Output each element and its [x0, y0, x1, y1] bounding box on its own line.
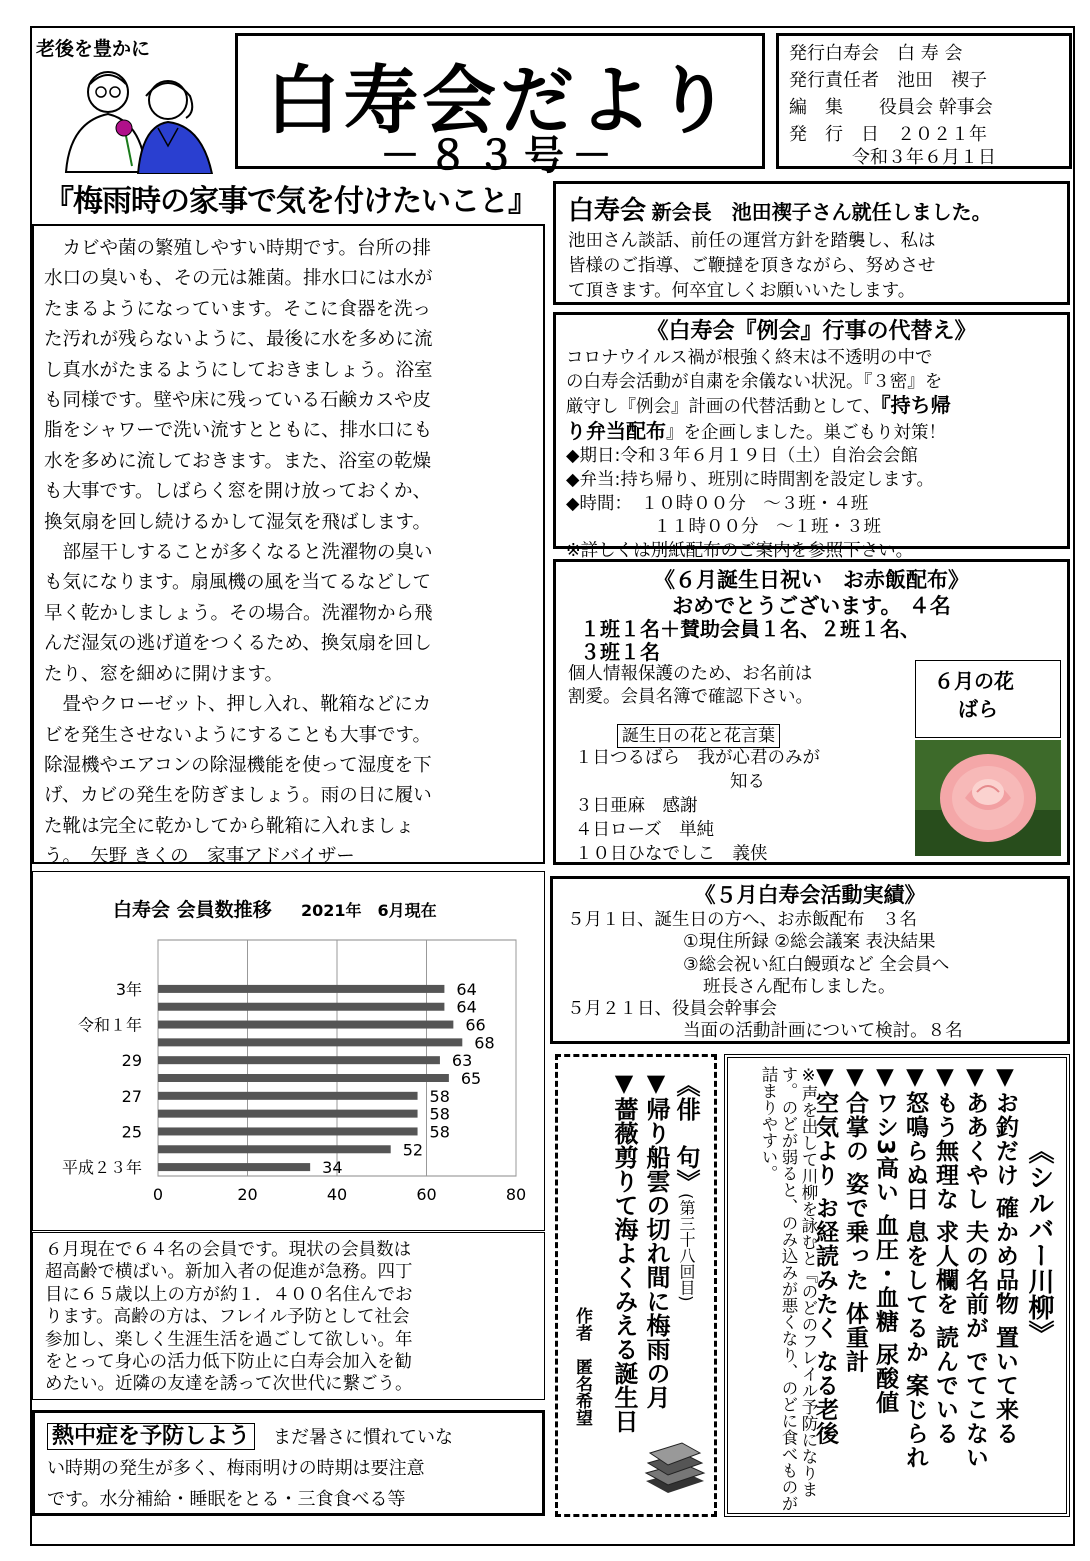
housework-line: も気になります。扇風機の風を当てるなどして: [44, 572, 432, 594]
flower-words: [575, 746, 820, 866]
bar-value-label: 58: [429, 1086, 450, 1106]
president-line: て頂きます。何卒宜しくお願いいたします。: [568, 281, 916, 301]
senryu-verse: ▼ああくやし 夫の名前が でてこない: [962, 1064, 988, 1470]
bar-value-label: 34: [322, 1158, 343, 1178]
x-tick-label: 40: [326, 1185, 348, 1204]
date-label: 発 行 日 ２０２１年: [789, 124, 987, 145]
haiku-author: 作者 匿名希望: [572, 1307, 592, 1426]
senryu-verse: ▼もう無理な 求人欄を 読んでいる: [932, 1064, 958, 1446]
housework-line: たり、窓を細めに開けます。: [44, 663, 284, 685]
reikai-line: 厳守し『例会』計画の代替活動として、: [566, 397, 881, 418]
birthday-privacy: 割愛。会員名簿で確認下さい。: [568, 687, 813, 707]
housework-line: 部屋干しすることが多くなると洗濯物の臭い: [44, 542, 433, 564]
activity-line: ５月２１日、役員会幹事会: [567, 999, 777, 1020]
housework-line: 換気扇を回し続けるかして湿気を飛ばします。: [44, 511, 432, 533]
masthead-title-box: [235, 33, 765, 179]
bar-value-label: 63: [451, 1051, 473, 1071]
reikai-bento: ◆弁当:持ち帰り、班別に時間割を設定します。: [566, 469, 934, 490]
haiku-title-col: [669, 1073, 704, 1493]
category-label: 平成２３年: [61, 1158, 142, 1178]
housework-line: 脂をシャワーで洗い流すとともに、排水口にも: [44, 420, 433, 442]
members-text-box: [32, 1232, 545, 1400]
president-line: 皆様のご指導、ご鞭撻を頂きながら、努めさせ: [568, 256, 936, 276]
bar: [158, 1003, 444, 1011]
bar: [158, 1021, 453, 1029]
books-icon: [642, 1437, 708, 1497]
members-line: 超高齢で横ばい。新加入者の促進が急務。四丁: [45, 1262, 413, 1283]
chart-title: 白寿会 会員数推移: [113, 899, 272, 921]
bar: [158, 1092, 418, 1100]
members-chart: [33, 872, 543, 1228]
x-tick-label: 60: [416, 1185, 437, 1204]
senryu-verses: [810, 1064, 1020, 1512]
slogan: 老後を豊かに: [36, 38, 151, 60]
senryu-verse: ▼空気より お経読みたく なる老後: [812, 1064, 838, 1446]
publisher: 発行白寿会 白 寿 会: [789, 43, 963, 64]
may-activity-title: 《５月白寿会活動実績》: [694, 883, 926, 907]
date-value: 令和３年６月１日: [852, 147, 996, 168]
senryu-note: ※声を出して川柳を詠むと『のどのフレイル予防になります。のどが弱ると、のみ込みが悪くなり、のどに食べものが詰まりやすい。: [759, 1066, 818, 1512]
reikai-title: 《白寿会『例会』行事の代替え》: [646, 319, 977, 344]
heatstroke-title: 熱中症を予防しよう: [47, 1423, 255, 1450]
housework-line: た靴は完全に乾かしてから靴箱に入れましょ: [44, 815, 415, 837]
haiku-subtitle: (第三十八回目): [677, 1193, 696, 1302]
members-line: ります。高齢の方は、フレイル予防として社会: [45, 1307, 410, 1328]
activity-line: 班長さん配布しました。: [703, 976, 896, 997]
birthday-groups: １班１名＋賛助会員１名、２班１名、: [580, 617, 920, 641]
housework-article: [32, 224, 545, 868]
members-line: 参加し、楽しく生涯生活を過ごして欲しい。年: [45, 1329, 413, 1350]
housework-line: カビや菌の繁殖しやすい時期です。台所の排: [44, 238, 432, 259]
bar: [158, 1163, 310, 1171]
reikai-line: の白寿会活動が自粛を余儀ない状況。『３密』を: [566, 371, 943, 392]
members-line: 目に６５歳以上の方が約１．４００名住んでお: [45, 1284, 413, 1305]
reikai-time: １１時００分 ～１班・３班: [566, 517, 881, 538]
president-title-small: 新会長 池田禊子さん就任しました。: [651, 200, 992, 224]
activity-line: ①現住所録 ②総会議案 表決結果: [683, 932, 936, 953]
bento-highlight: り弁当配布: [566, 418, 666, 443]
housework-line: 除湿機やエアコンの除湿機能を使って湿度を下: [44, 754, 432, 776]
bar-value-label: 65: [460, 1069, 482, 1088]
heatstroke-box: [32, 1410, 545, 1516]
bar-value-label: 68: [474, 1033, 495, 1053]
senryu-verse: ▼怒鳴らぬ日 息をしてるか 案じられ: [902, 1064, 928, 1470]
bar: [158, 1056, 440, 1064]
birthday-title: 《６月誕生日祝い お赤飯配布》: [654, 568, 969, 592]
may-activity-box: [550, 876, 1070, 1044]
bar-value-label: 64: [456, 997, 477, 1017]
reikai-note: ※詳しくは別紙配布のご案内を参照下さい。: [566, 540, 914, 561]
rose-photo: [915, 740, 1061, 856]
editor-in-chief: 発行責任者 池田 禊子: [789, 70, 987, 91]
housework-line: も同様です。壁や床に残っている石鹸カスや皮: [44, 390, 432, 412]
activity-line: ５月１日、誕生日の方へ、お赤飯配布 ３名: [567, 910, 917, 930]
housework-body: [44, 234, 533, 873]
haiku-verse: ▼帰り船雲の切れ間に梅雨の月: [642, 1069, 670, 1409]
reikai-time: ◆時間： １０時００分 ～３班・４班: [566, 493, 869, 514]
x-tick-label: 20: [237, 1185, 258, 1204]
chart-subtitle: 2021年 6月現在: [301, 901, 437, 920]
president-title-big: 白寿会: [568, 196, 647, 226]
housework-line: し真水がたまるようにしておきましょう。浴室: [44, 359, 433, 381]
haiku-title: 《俳 句》: [672, 1073, 700, 1193]
category-label: 3年: [115, 979, 142, 999]
bar: [158, 1110, 418, 1118]
flower-word: １０日ひなでしこ 義侠: [575, 844, 768, 864]
newsletter-title: 白寿会だより: [266, 58, 734, 144]
haiku-verse: ▼薔薇剪りて海よくみえる誕生日: [610, 1069, 638, 1433]
publication-info: [776, 33, 1072, 169]
reikai-line: コロナウイルス禍が根強く終末は不透明の中で: [566, 348, 933, 368]
housework-line: も大事です。しばらく窓を開け放っておくか、: [44, 481, 432, 503]
reikai-box: [553, 312, 1070, 561]
category-label: 令和１年: [77, 1015, 142, 1035]
housework-title: 『梅雨時の家事で気を付けたいこと』: [44, 184, 537, 219]
heatstroke-line: い時期の発生が多く、梅雨明けの時期は要注意: [47, 1458, 425, 1479]
president-line: 池田さん談話、前任の運営方針を踏襲し、私は: [568, 231, 936, 251]
chart-plot-area: [62, 940, 526, 1204]
x-tick-label: 80: [505, 1185, 527, 1204]
bar: [158, 1038, 462, 1046]
category-label: 29: [121, 1051, 142, 1071]
housework-line: た汚れが残らないように、最後に水を多めに流: [44, 329, 433, 351]
birthday-groups: ３班１名: [580, 640, 660, 664]
editorial: 編 集 役員会 幹事会: [789, 97, 993, 118]
bar-value-label: 58: [429, 1104, 450, 1124]
heatstroke-line: まだ暑さに慣れていな: [273, 1427, 454, 1448]
bar: [158, 985, 444, 993]
bar: [158, 1074, 449, 1082]
category-label: 27: [121, 1086, 142, 1106]
senryu-title: 《シルバー川柳》: [1024, 1138, 1054, 1346]
members-line: めたい。近隣の友達を誘って次世代に繋ごう。: [45, 1374, 413, 1395]
haiku-box: [555, 1054, 717, 1517]
june-flower-box: [915, 660, 1061, 738]
june-flower-label: ６月の花: [934, 669, 1014, 693]
senryu-verse: ▼お釣だけ 確かめ品物 置いて来る: [992, 1064, 1018, 1446]
senryu-box: [724, 1054, 1070, 1517]
bar-value-label: 58: [429, 1122, 450, 1142]
flower-word: ４日ローズ 単純: [575, 820, 715, 840]
members-line: をとって身心の活力低下防止に白寿会加入を勧: [45, 1352, 413, 1373]
senryu-verse: ▼ワシ3高い 血圧・血糖 尿酸値: [872, 1064, 898, 1415]
members-line: ６月現在で６４名の会員です。現状の会員数は: [45, 1240, 412, 1260]
members-chart-box: [32, 871, 545, 1231]
bar-value-label: 66: [465, 1015, 486, 1035]
housework-line: んだ湿気の逃げ道をつくるため、換気扇を回し: [44, 633, 432, 655]
reikai-line: 』を企画しました。巣ごもり対策！: [666, 422, 946, 443]
activity-line: ③総会祝い紅白饅頭など 全会員へ: [683, 954, 950, 975]
housework-line: 水口の臭いも、その元は雑菌。排水口には水が: [44, 268, 433, 290]
housework-line: ビを発生させないようにすることも大事です。: [44, 724, 432, 746]
elderly-couple-illustration: [46, 62, 221, 174]
bar: [158, 1145, 391, 1153]
bar-value-label: 52: [402, 1140, 424, 1160]
bar-value-label: 64: [456, 979, 477, 999]
reikai-date: ◆期日:令和３年６月１９日（土）自治会会館: [566, 446, 918, 467]
flower-word: １日つるばら 我が心君のみが: [575, 748, 820, 768]
x-tick-label: 0: [152, 1185, 164, 1204]
haiku-verses: [608, 1069, 672, 1469]
heatstroke-line: です。水分補給・睡眠をとる・三食食べる等: [47, 1489, 406, 1510]
flower-word: 知る: [730, 772, 765, 792]
flower-words-label: 誕生日の花と花言葉: [617, 724, 780, 748]
president-box: [553, 181, 1070, 305]
bento-highlight: 『持ち帰: [880, 393, 951, 418]
housework-line: たまるようになっています。そこに食器を洗っ: [44, 298, 432, 320]
flower-word: ３日亜麻 感謝: [575, 796, 698, 816]
category-label: 25: [121, 1122, 142, 1142]
bar: [158, 1127, 418, 1135]
housework-line: う。 矢野 きくの 家事アドバイザー: [44, 846, 355, 868]
housework-line: 早く乾かしましょう。その場合。洗濯物から飛: [44, 602, 433, 624]
housework-line: 畳やクローゼット、押し入れ、靴箱などにカ: [44, 694, 432, 716]
issue-number: －８３号－: [380, 133, 620, 179]
birthday-privacy: 個人情報保護のため、お名前は: [568, 664, 813, 684]
housework-line: げ、カビの発生を防ぎましょう。雨の日に履い: [44, 785, 432, 807]
birthday-congrats: おめでとうございます。 ４名: [672, 594, 951, 618]
senryu-verse: ▼合掌の 姿で乗った 体重計: [842, 1064, 868, 1374]
activity-line: 当面の活動計画について検討。８名: [683, 1021, 963, 1042]
housework-line: 水を多めに流しておきます。また、浴室の乾燥: [44, 450, 432, 472]
june-flower-name: ばら: [958, 697, 998, 721]
